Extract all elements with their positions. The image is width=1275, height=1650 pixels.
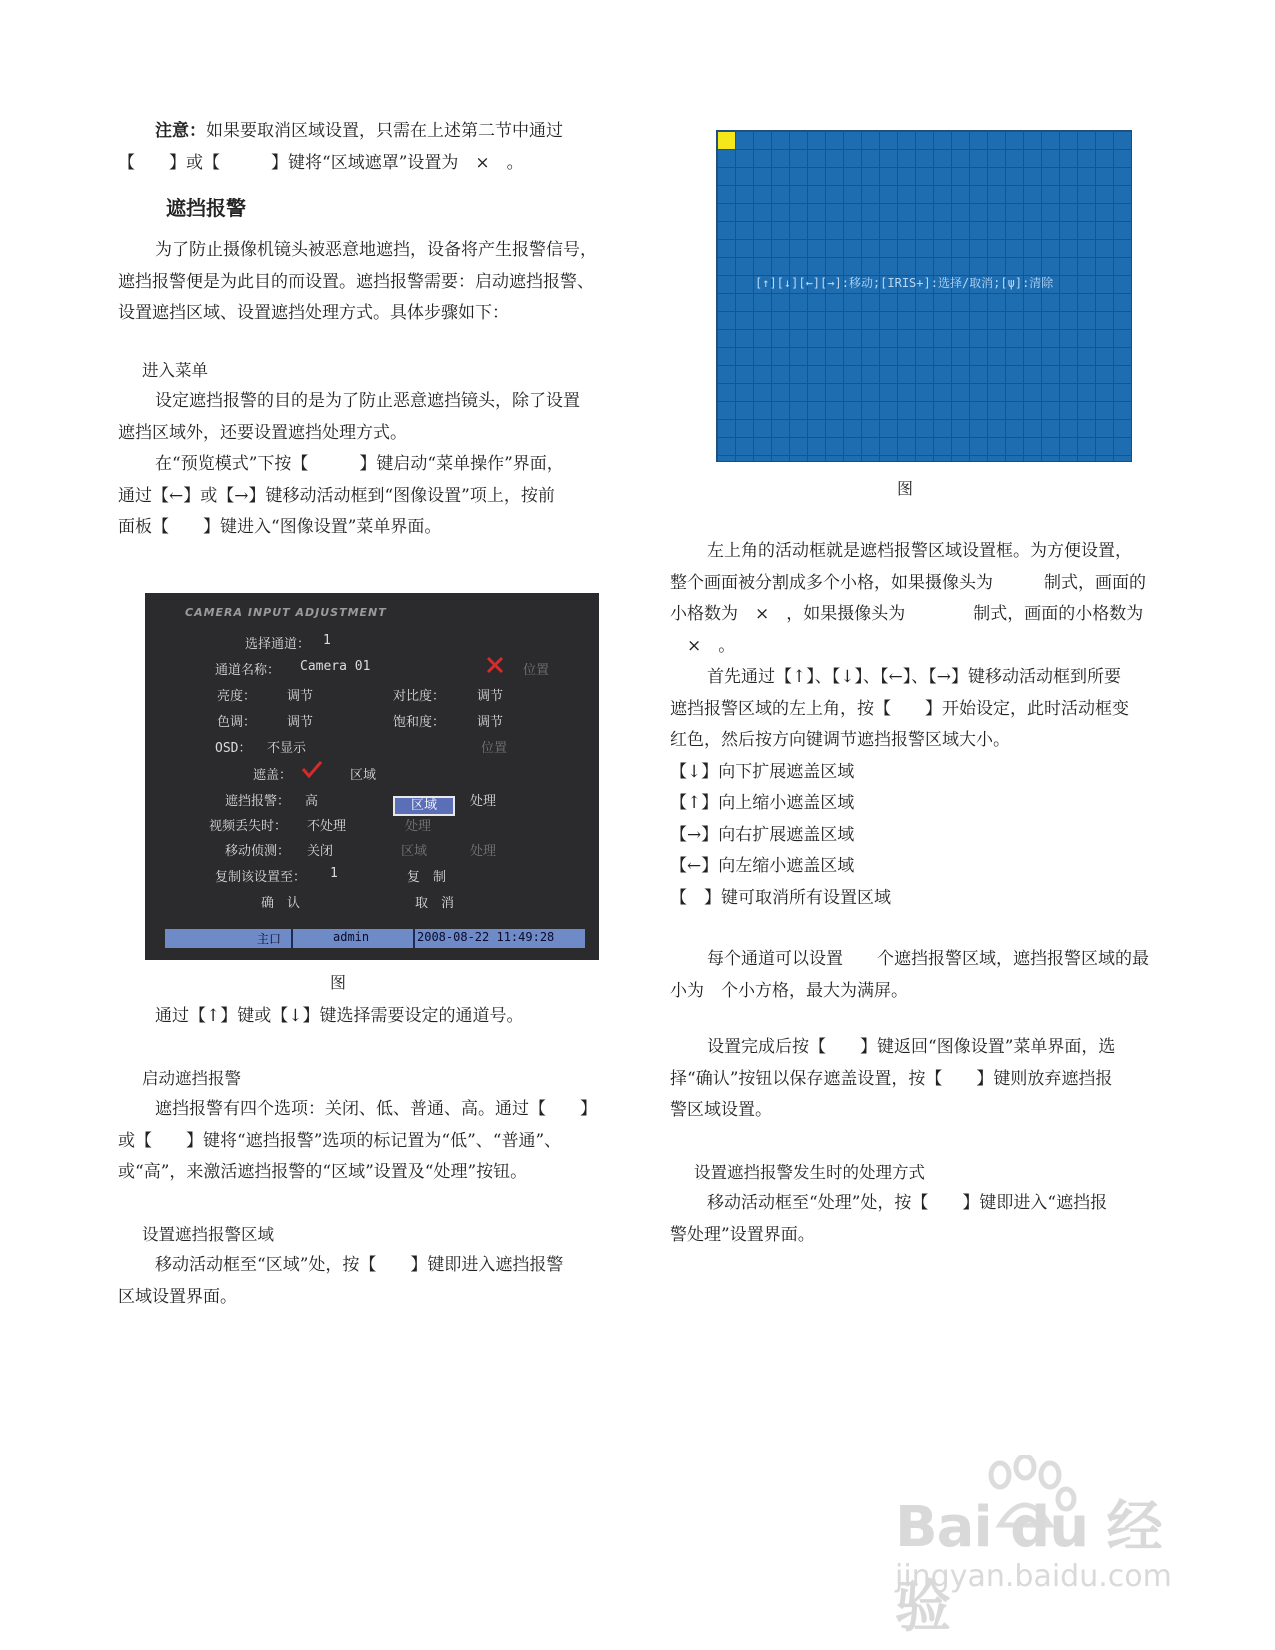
saturation-label: 饱和度： <box>393 715 446 730</box>
status-bar <box>165 929 585 948</box>
first-line: 红色，然后按方向键调节遮挡报警区域大小。 <box>670 730 1010 750</box>
intro-line: 为了防止摄像机镜头被恶意地遮挡，设备将产生报警信号， <box>155 240 597 260</box>
motion-value: 关闭 <box>307 844 334 859</box>
after-line: 设置完成后按【 】键返回“图像设置”菜单界面，选 <box>707 1037 1116 1057</box>
desc-line: 小格数为 × ，如果摄像头为 制式，画面的小格数为 <box>670 604 1144 624</box>
name-value: Camera 01 <box>300 659 371 674</box>
note-paragraph-line2: 【 】或【 】键将“区域遮罩”设置为 × 。 <box>118 152 524 173</box>
watermark-url: jingyan.baidu.com <box>895 1559 1172 1594</box>
hue-label: 色调： <box>217 715 257 730</box>
checkmark-icon <box>301 759 323 779</box>
copy-value: 1 <box>330 866 338 881</box>
per-channel-line: 小为 个小方格，最大为满屏。 <box>670 980 908 1001</box>
note-paragraph: 注意：如果要取消区域设置，只需在上述第二节中通过 <box>155 121 563 141</box>
channel-value: 1 <box>323 633 331 648</box>
osd-value: 不显示 <box>267 741 307 756</box>
heading-enter-menu: 进入菜单 <box>142 360 208 380</box>
baidu-watermark <box>895 1455 1195 1640</box>
preview-line: 在“预览模式”下按【 】键启动“菜单操作”界面， <box>155 454 564 474</box>
desc-line: 左上角的活动框就是遮档报警区域设置框。为方便设置， <box>707 541 1132 561</box>
position-label: 位置 <box>523 663 550 678</box>
left-column <box>118 116 628 544</box>
process-line: 移动活动框至“处理”处，按【 】键即进入“遮挡报 <box>707 1193 1108 1213</box>
start-line: 或“高”，来激活遮挡报警的“区域”设置及“处理”按钮。 <box>118 1162 528 1182</box>
desc-line: 整个画面被分割成多个小格，如果摄像头为 制式，画面的 <box>670 572 1146 593</box>
left-column-lower <box>118 1001 628 1313</box>
mask-process-button[interactable]: 处理 <box>470 794 497 809</box>
contrast-label: 对比度： <box>393 689 446 704</box>
heading-process: 设置遮挡报警发生时的处理方式 <box>694 1162 925 1182</box>
mask-alarm-value: 高 <box>305 794 319 809</box>
status-user: admin <box>333 930 370 944</box>
video-loss-label: 视频丢失时： <box>209 819 288 834</box>
saturation-adjust: 调节 <box>477 715 504 730</box>
key-item: 【↓】向下扩展遮盖区域 <box>670 761 855 782</box>
brightness-label: 亮度： <box>217 689 257 704</box>
active-region-cell[interactable] <box>718 132 735 149</box>
key-item: 【 】键可取消所有设置区域 <box>670 887 891 908</box>
watermark-brand: Bai du 经验 <box>895 1495 1162 1640</box>
video-loss-value: 不处理 <box>307 819 347 834</box>
osd-label: OSD： <box>215 741 252 756</box>
key-item: 【→】向右扩展遮盖区域 <box>670 824 855 845</box>
figure-caption-left: 图 <box>330 973 347 992</box>
key-item: 【←】向左缩小遮盖区域 <box>670 856 855 876</box>
after-line: 警区域设置。 <box>670 1100 772 1120</box>
first-line: 遮挡报警区域的左上角，按【 】开始设定，此时活动框变 <box>670 698 1129 719</box>
figure-caption-right: 图 <box>897 479 914 498</box>
intro-line: 遮挡报警便是为此目的而设置。遮挡报警需要：启动遮挡报警、 <box>118 271 594 292</box>
ok-button[interactable]: 确 认 <box>261 896 301 911</box>
contrast-adjust: 调节 <box>477 689 504 704</box>
motion-label: 移动侦测： <box>225 844 291 859</box>
motion-process: 处理 <box>470 844 497 859</box>
close-icon <box>485 655 505 675</box>
status-time: 2008-08-22 11:49:28 <box>417 930 555 944</box>
start-line: 或【 】键将“遮挡报警”选项的标记置为“低”、“普通”、 <box>118 1130 562 1151</box>
right-column <box>670 536 1180 1251</box>
copy-label: 复制该设置至： <box>215 870 307 885</box>
motion-region: 区域 <box>401 844 428 859</box>
heading-start-alarm: 启动遮挡报警 <box>142 1068 241 1088</box>
osd-title: CAMERA INPUT ADJUSTMENT <box>185 606 387 619</box>
preview-line: 通过【←】或【→】键移动活动框到“图像设置”项上，按前 <box>118 485 555 506</box>
name-label: 通道名称： <box>215 663 281 678</box>
channel-label: 选择通道： <box>245 637 311 652</box>
first-line: 首先通过【↑】、【↓】、【←】、【→】键移动活动框到所要 <box>707 667 1121 687</box>
start-line: 遮挡报警有四个选项：关闭、低、普通、高。通过【 】 <box>155 1099 597 1119</box>
per-channel-line: 每个通道可以设置 个遮挡报警区域，遮挡报警区域的最 <box>707 949 1149 969</box>
process-line: 警处理”设置界面。 <box>670 1224 815 1245</box>
note-label: 注意： <box>155 121 206 141</box>
section-title: 遮挡报警 <box>166 196 246 220</box>
status-menu: 主口 <box>257 932 282 946</box>
video-loss-process: 处理 <box>405 819 432 834</box>
copy-button[interactable]: 复 制 <box>407 870 447 885</box>
heading-set-region: 设置遮挡报警区域 <box>142 1224 274 1244</box>
enter-menu-line: 遮挡区域外，还要设置遮挡处理方式。 <box>118 422 407 443</box>
key-item: 【↑】向上缩小遮盖区域 <box>670 793 855 813</box>
mask-region-grid-screenshot <box>716 130 1132 462</box>
region-line: 移动活动框至“区域”处，按【 】键即进入遮挡报警 <box>155 1255 564 1275</box>
mask-alarm-label: 遮挡报警： <box>225 794 291 809</box>
region-line: 区域设置界面。 <box>118 1286 237 1307</box>
camera-input-adjustment-screenshot <box>145 593 599 960</box>
cover-label: 遮盖： <box>253 768 293 783</box>
grid-hint-text: [↑][↓][←][→]:移动;[IRIS+]:选择/取消;[ψ]:清除 <box>755 276 1054 290</box>
cover-region: 区域 <box>350 768 377 783</box>
cancel-button[interactable]: 取 消 <box>415 896 455 911</box>
select-channel-text: 通过【↑】键或【↓】键选择需要设定的通道号。 <box>155 1006 524 1026</box>
mask-region-button[interactable]: 区域 <box>393 796 455 816</box>
intro-line: 设置遮挡区域、设置遮挡处理方式。具体步骤如下： <box>118 303 509 323</box>
brightness-adjust: 调节 <box>287 689 314 704</box>
desc-line: × 。 <box>670 635 736 656</box>
preview-line: 面板【 】键进入“图像设置”菜单界面。 <box>118 517 442 537</box>
hue-adjust: 调节 <box>287 715 314 730</box>
after-line: 择“确认”按钮以保存遮盖设置，按【 】键则放弃遮挡报 <box>670 1068 1113 1089</box>
enter-menu-line: 设定遮挡报警的目的是为了防止恶意遮挡镜头，除了设置 <box>155 391 580 411</box>
osd-position-label: 位置 <box>481 741 508 756</box>
